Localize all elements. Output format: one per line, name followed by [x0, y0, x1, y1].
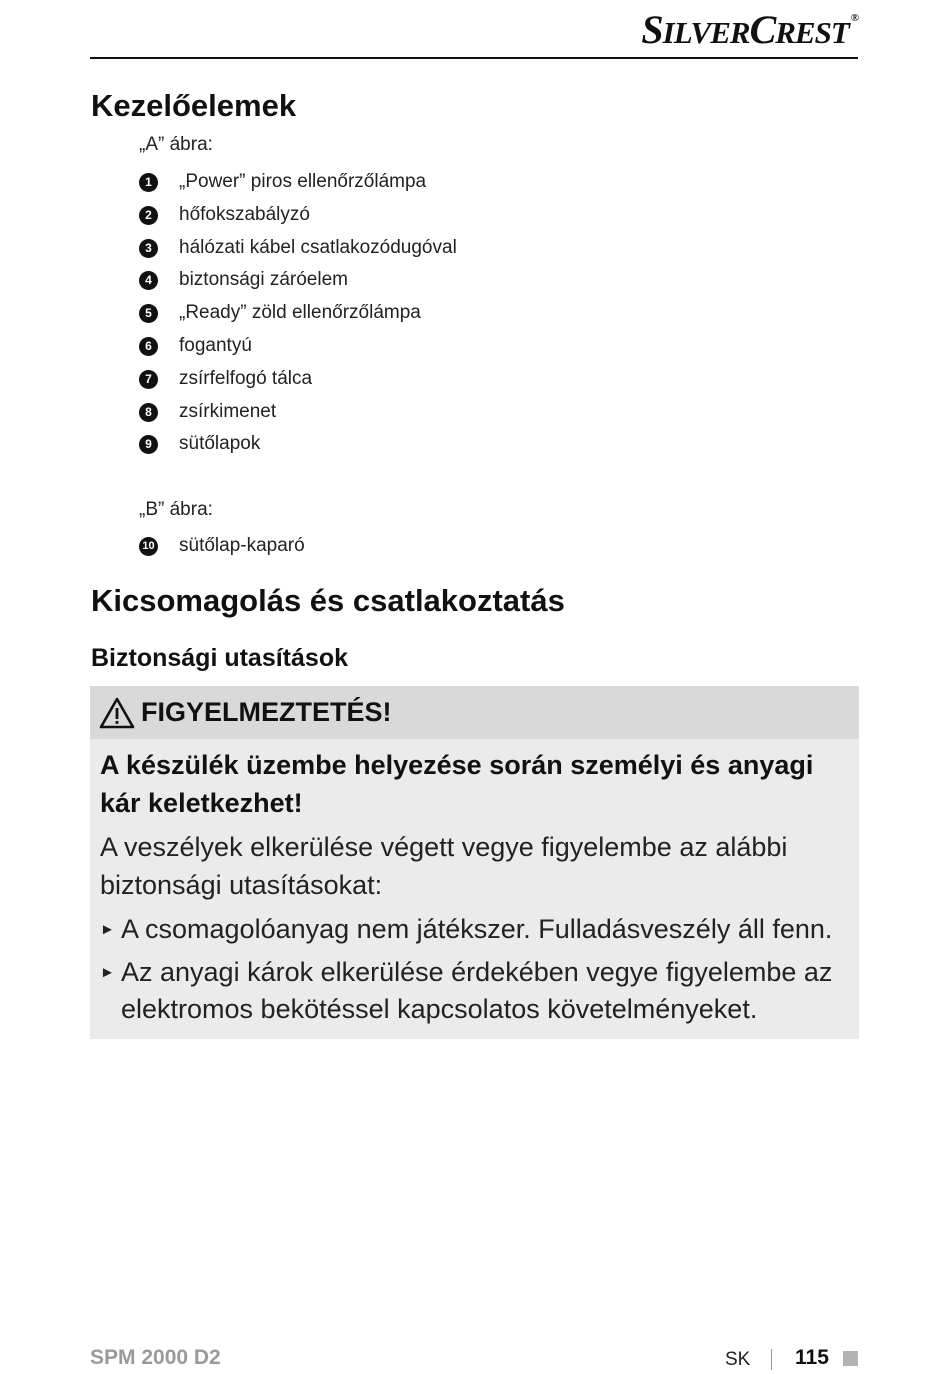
bullet-text: A csomagolóanyag nem játékszer. Fulladásveszély áll fenn.	[121, 914, 833, 944]
footer-language: SK	[725, 1349, 751, 1370]
section-title-controls: Kezelőelemek	[91, 88, 297, 123]
footer-separator	[771, 1349, 772, 1370]
warning-title: FIGYELMEZTETÉS!	[141, 697, 392, 727]
item-number: 10	[139, 537, 158, 556]
item-number: 4	[139, 271, 158, 290]
page-number: 115	[795, 1346, 829, 1369]
item-number: 8	[139, 403, 158, 422]
footer-model: SPM 2000 D2	[90, 1346, 221, 1369]
warning-header	[90, 686, 859, 739]
item-number: 9	[139, 435, 158, 454]
item-number: 1	[139, 173, 158, 192]
list-item	[139, 534, 305, 558]
warning-box	[90, 686, 859, 1039]
item-label: „Power” piros ellenőrzőlámpa	[179, 171, 427, 192]
item-number: 6	[139, 337, 158, 356]
section-subtitle-safety: Biztonsági utasítások	[91, 644, 348, 672]
item-label: biztonsági záróelem	[179, 269, 348, 290]
list-item	[139, 367, 312, 391]
list-item	[139, 432, 260, 456]
brand-second-rest: REST	[775, 15, 849, 50]
figure-b-label: „B” ábra:	[139, 499, 213, 520]
figure-a-label: „A” ábra:	[139, 134, 213, 155]
item-label: zsírfelfogó tálca	[179, 368, 313, 389]
list-item	[139, 268, 348, 292]
list-item	[139, 236, 457, 260]
list-item	[139, 170, 426, 194]
item-number: 3	[139, 239, 158, 258]
item-label: zsírkimenet	[179, 401, 277, 422]
brand-s: S	[641, 7, 663, 52]
list-item	[139, 301, 421, 325]
item-label: sütőlapok	[179, 433, 261, 454]
warning-bullet	[100, 911, 840, 948]
footer-square-icon	[843, 1351, 858, 1366]
bullet-arrow-icon: ►	[100, 964, 115, 981]
brand-main-rest: ILVER	[662, 15, 750, 50]
item-number: 7	[139, 370, 158, 389]
registered-mark: ®	[850, 12, 858, 24]
item-number: 5	[139, 304, 158, 323]
bullet-arrow-icon: ►	[100, 921, 115, 938]
item-label: hőfokszabályzó	[179, 204, 310, 225]
item-label: fogantyú	[179, 335, 252, 356]
brand-c: C	[749, 7, 776, 52]
warning-subtitle: A készülék üzembe helyezése során személyi és anyagi kár keletkezhet!	[100, 750, 814, 818]
item-label: sütőlap-kaparó	[179, 535, 305, 556]
item-number: 2	[139, 206, 158, 225]
warning-bullet	[100, 954, 840, 1028]
item-label: hálózati kábel csatlakozódugóval	[179, 237, 457, 258]
item-label: „Ready” zöld ellenőrzőlámpa	[179, 302, 421, 323]
section-title-unpacking: Kicsomagolás és csatlakoztatás	[91, 583, 565, 618]
brand-logo	[641, 6, 858, 53]
list-item	[139, 203, 310, 227]
bullet-text: Az anyagi károk elkerülése érdekében vegye figyelembe az elektromos bekötéssel kapcsolatos követelményeket.	[121, 957, 833, 1024]
list-item	[139, 400, 276, 424]
list-item	[139, 334, 252, 358]
warning-triangle-icon	[99, 697, 135, 729]
header-rule	[90, 57, 858, 59]
warning-intro: A veszélyek elkerülése végett vegye figyelembe az alábbi biztonsági utasításokat:	[100, 832, 788, 900]
